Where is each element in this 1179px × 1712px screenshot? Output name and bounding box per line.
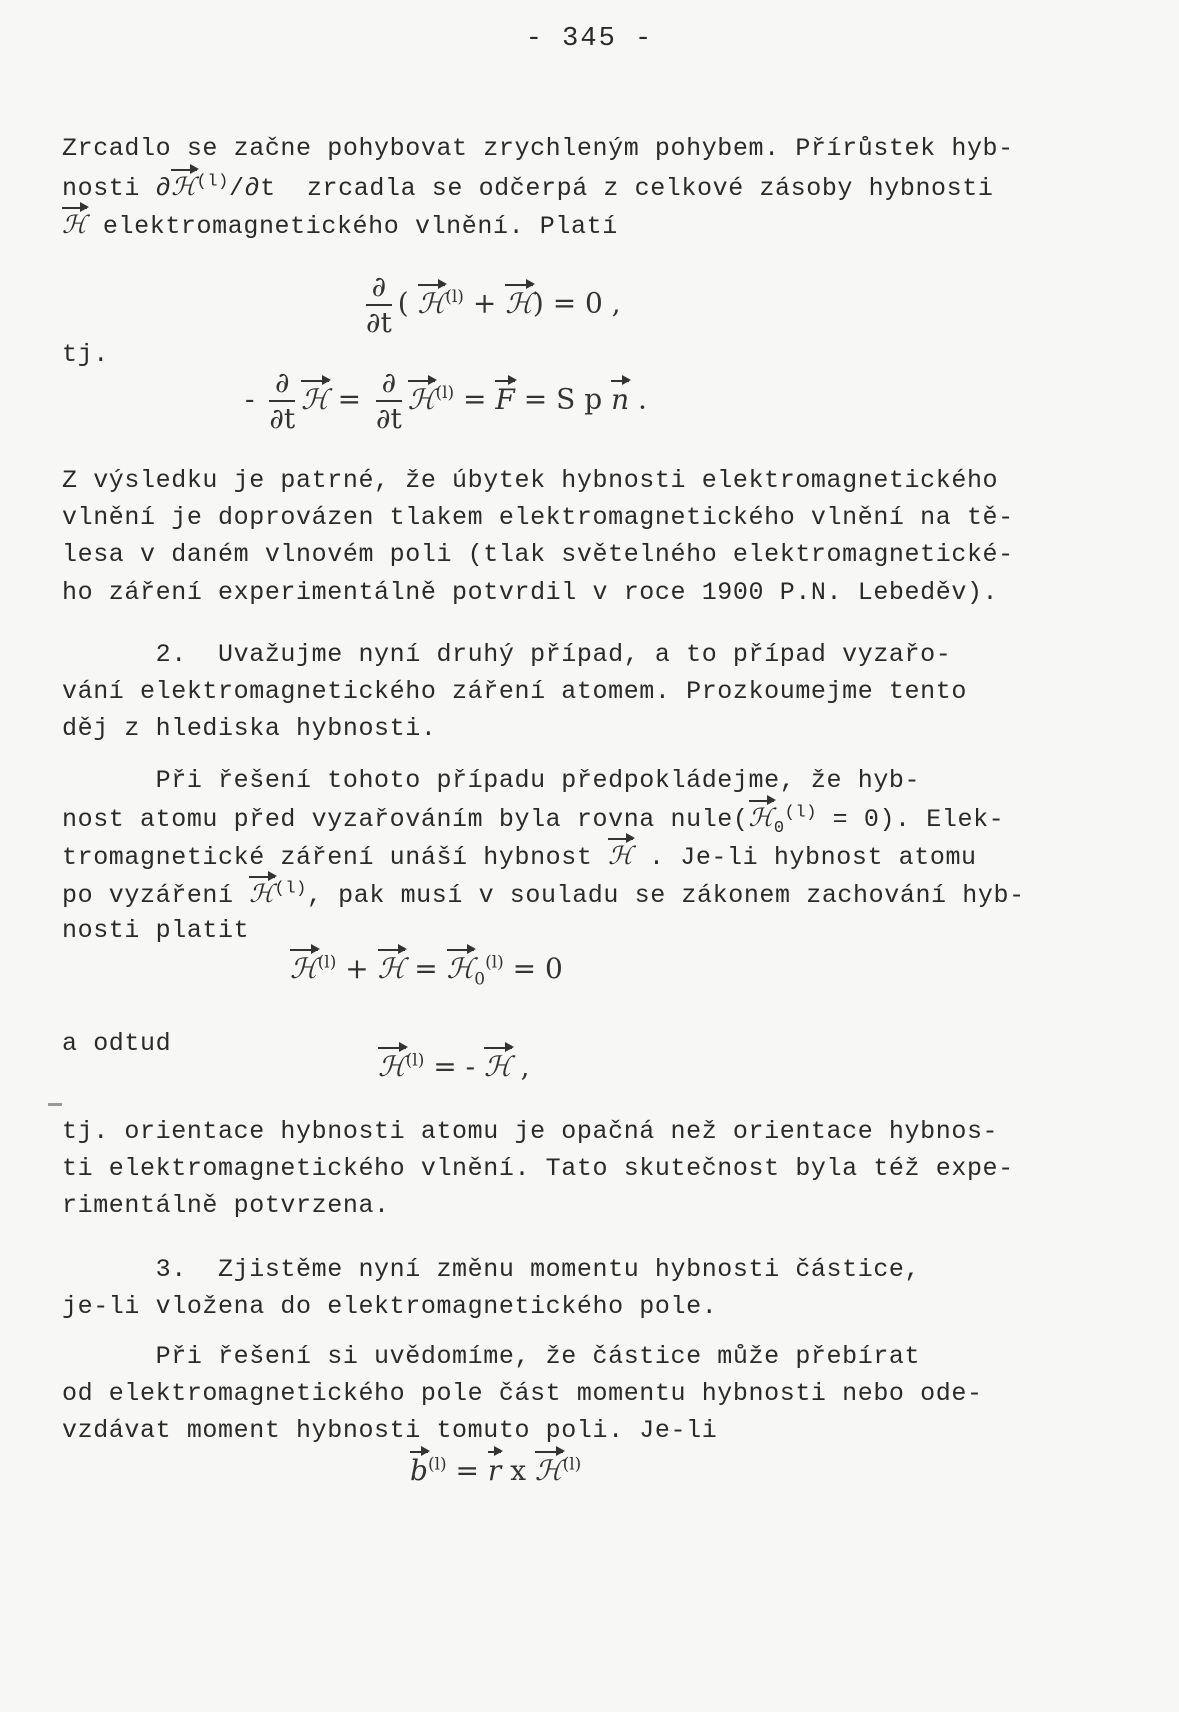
scan-mark bbox=[48, 1103, 62, 1106]
text-line: tj. orientace hybnosti atomu je opačná než orientace hybnos- bbox=[62, 1117, 999, 1146]
text-line: ti elektromagnetického vlnění. Tato skutečnost byla též expe- bbox=[62, 1154, 1014, 1183]
text-line: ho záření experimentálně potvrdil v roce 1900 P.N. Lebeděv). bbox=[62, 578, 999, 607]
text-line: Při řešení si uvědomíme, že částice může přebírat bbox=[62, 1342, 921, 1371]
text-line: nosti ∂ℋ$^{(l)}$/∂t zrcadla se odčerpá z celkové zásoby hybnosti bbox=[62, 172, 994, 203]
text-line: vání elektromagnetického záření atomem. Prozkoumejme tento bbox=[62, 677, 967, 706]
text-line: Z výsledku je patrné, že úbytek hybnosti elektromagnetického bbox=[62, 466, 999, 495]
momentum-vector: ℋ bbox=[62, 210, 88, 239]
page-number: - 345 - bbox=[525, 24, 654, 54]
text-line: lesa v daném vlnovém poli (tlak světelného elektromagnetické- bbox=[62, 540, 1014, 569]
text-line: vzdávat moment hybnosti tomuto poli. Je-li bbox=[62, 1416, 718, 1445]
equation-3: ℋ$^{(l)}$ + ℋ = ℋ$_0^{(l)}$ = 0 bbox=[290, 952, 563, 990]
text-line: ℋ elektromagnetického vlnění. Platí bbox=[62, 210, 618, 241]
text-line: nosti platit bbox=[62, 916, 250, 945]
text-line: Zrcadlo se začne pohybovat zrychleným pohybem. Přírůstek hyb- bbox=[62, 134, 1014, 163]
text-line: tj. bbox=[62, 340, 109, 369]
text-line: tromagnetické záření unáší hybnost ℋ . Je-li hybnost atomu bbox=[62, 841, 977, 872]
text-line: Při řešení tohoto případu předpokládejme, že hyb- bbox=[62, 766, 921, 795]
text-line: od elektromagnetického pole část momentu hybnosti nebo ode- bbox=[62, 1379, 983, 1408]
text-line: nost atomu před vyzařováním byla rovna nule(ℋ$_0^{(l)}$ = 0). Elek- bbox=[62, 803, 1005, 838]
momentum-vector: ℋ bbox=[171, 172, 197, 201]
equation-2: - $\frac{\partial}{\partial t}$ ℋ = $\frac{\partial}{\partial t}$ ℋ$^{(l)}$ = F = S p n . bbox=[245, 366, 647, 435]
equation-5: $b^{(l)} = r$ x ℋ$^{(l)}$ bbox=[410, 1454, 582, 1487]
text-line: a odtud bbox=[62, 1029, 172, 1058]
text-line: děj z hlediska hybnosti. bbox=[62, 714, 437, 743]
text-line: rimentálně potvrzena. bbox=[62, 1191, 390, 1220]
text-line: je-li vložena do elektromagnetického pole. bbox=[62, 1292, 718, 1321]
equation-4: ℋ$^{(l)}$ = - ℋ , bbox=[378, 1050, 530, 1083]
text-line: 2. Uvažujme nyní druhý případ, a to případ vyzařo- bbox=[62, 640, 952, 669]
text-line: vlnění je doprovázen tlakem elektromagnetického vlnění na tě- bbox=[62, 503, 1014, 532]
text-line: 3. Zjistěme nyní změnu momentu hybnosti částice, bbox=[62, 1255, 921, 1284]
equation-1: $\frac{\partial}{\partial t}$ ( ℋ$^{(l)}$ + ℋ) = 0 , bbox=[366, 270, 621, 339]
text-line: po vyzáření ℋ$^{(l)}$, pak musí v souladu se zákonem zachování hyb- bbox=[62, 879, 1025, 910]
